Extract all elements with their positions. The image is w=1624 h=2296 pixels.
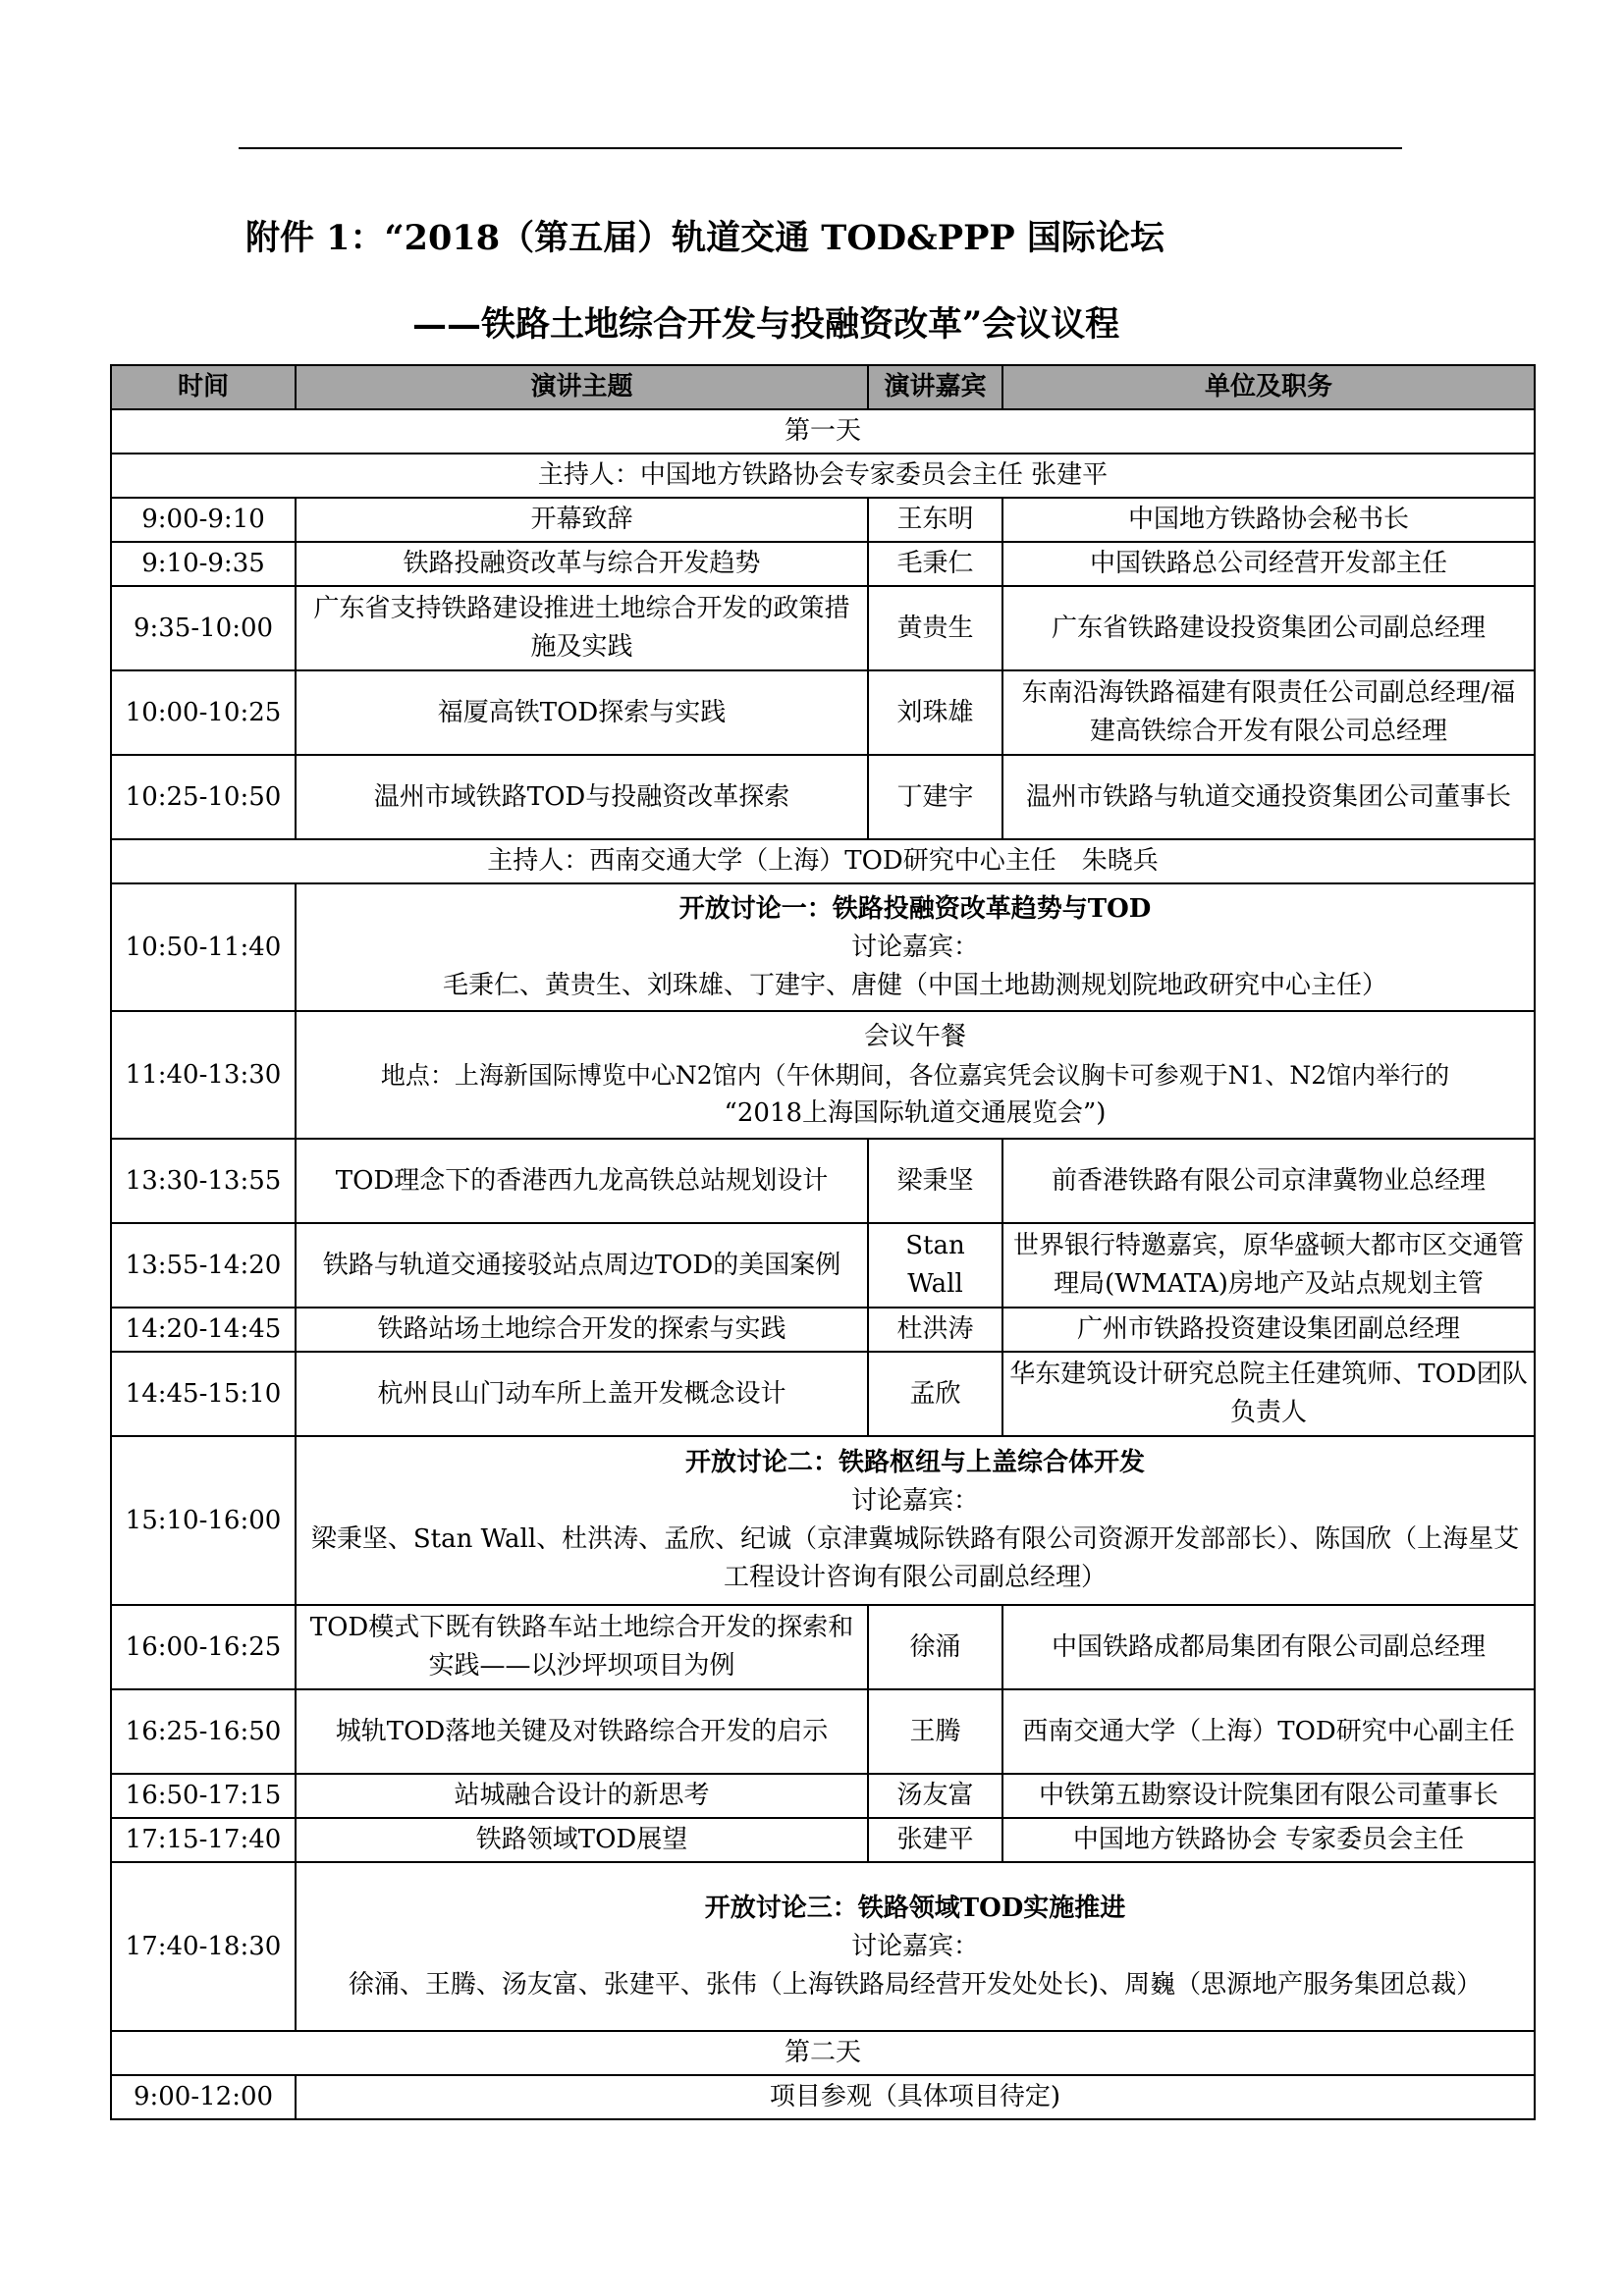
lunch-expo: “2018上海国际轨道交通展览会”) [724, 1097, 1107, 1128]
session-topic: 城轨TOD落地关键及对铁路综合开发的启示 [296, 1689, 868, 1774]
session-organization: 华东建筑设计研究总院主任建筑师、TOD团队负责人 [1002, 1352, 1535, 1436]
session-topic: 开幕致辞 [296, 498, 868, 542]
session-time: 9:00-9:10 [111, 498, 296, 542]
table-row [111, 498, 1535, 542]
session-topic: TOD理念下的香港西九龙高铁总站规划设计 [296, 1139, 868, 1223]
discussion-title: 开放讨论一：铁路投融资改革趋势与TOD [678, 893, 1152, 924]
header-time: 时间 [111, 365, 296, 409]
table-header-row [111, 365, 1535, 409]
discussion-block [296, 1436, 1535, 1605]
session-organization: 中铁第五勘察设计院集团有限公司董事长 [1002, 1774, 1535, 1818]
session-speaker: 丁建宇 [868, 755, 1002, 839]
session-topic: 铁路站场土地综合开发的探索与实践 [296, 1308, 868, 1352]
session-organization: 西南交通大学（上海）TOD研究中心副主任 [1002, 1689, 1535, 1774]
session-speaker: 杜洪涛 [868, 1308, 1002, 1352]
lunch-block [296, 1011, 1535, 1139]
session-organization: 中国铁路成都局集团有限公司副总经理 [1002, 1605, 1535, 1689]
session-speaker: 徐涌 [868, 1605, 1002, 1689]
table-row [111, 755, 1535, 839]
discussion-time: 15:10-16:00 [111, 1436, 296, 1605]
discussion-guests-label: 讨论嘉宾： [850, 1931, 979, 1961]
table-row [111, 1774, 1535, 1818]
session-speaker: 汤友富 [868, 1774, 1002, 1818]
session-topic: 福厦高铁TOD探索与实践 [296, 670, 868, 755]
day-one-label: 第一天 [111, 409, 1535, 454]
session-organization: 温州市铁路与轨道交通投资集团公司董事长 [1002, 755, 1535, 839]
agenda-table [110, 364, 1536, 2120]
table-row [111, 670, 1535, 755]
table-row [111, 1352, 1535, 1436]
day-two-label: 第二天 [111, 2031, 1535, 2075]
session-topic: 铁路与轨道交通接驳站点周边TOD的美国案例 [296, 1223, 868, 1308]
session-time: 13:55-14:20 [111, 1223, 296, 1308]
session-topic: 铁路领域TOD展望 [296, 1818, 868, 1862]
header-organization: 单位及职务 [1002, 365, 1535, 409]
discussion-guests: 徐涌、王腾、汤友富、张建平、张伟（上海铁路局经营开发处处长)、周巍（思源地产服务集团总裁） [348, 1969, 1483, 2000]
session-organization: 广东省铁路建设投资集团公司副总经理 [1002, 586, 1535, 670]
host-two: 主持人：西南交通大学（上海）TOD研究中心主任 朱晓兵 [111, 839, 1535, 883]
discussion-guests-label: 讨论嘉宾： [850, 1486, 979, 1516]
table-row [111, 1605, 1535, 1689]
session-time: 16:50-17:15 [111, 1774, 296, 1818]
lunch-title: 会议午餐 [863, 1021, 966, 1051]
discussion-row [111, 1436, 1535, 1605]
session-topic: 站城融合设计的新思考 [296, 1774, 868, 1818]
table-row [111, 1308, 1535, 1352]
session-organization: 东南沿海铁路福建有限责任公司副总经理/福建高铁综合开发有限公司总经理 [1002, 670, 1535, 755]
session-time: 9:35-10:00 [111, 586, 296, 670]
day-row [111, 409, 1535, 454]
session-organization: 中国地方铁路协会秘书长 [1002, 498, 1535, 542]
host-row [111, 839, 1535, 883]
host-one: 主持人：中国地方铁路协会专家委员会主任 张建平 [111, 454, 1535, 498]
session-time: 16:00-16:25 [111, 1605, 296, 1689]
session-time: 17:15-17:40 [111, 1818, 296, 1862]
session-speaker: 毛秉仁 [868, 542, 1002, 586]
session-time: 14:45-15:10 [111, 1352, 296, 1436]
session-speaker: Stan Wall [868, 1223, 1002, 1308]
discussion-row [111, 1862, 1535, 2031]
session-time: 10:00-10:25 [111, 670, 296, 755]
header-topic: 演讲主题 [296, 365, 868, 409]
session-time: 10:25-10:50 [111, 755, 296, 839]
session-time: 13:30-13:55 [111, 1139, 296, 1223]
header-rule [239, 147, 1402, 149]
host-row [111, 454, 1535, 498]
discussion-title: 开放讨论二：铁路枢纽与上盖综合体开发 [684, 1448, 1145, 1477]
session-topic: 杭州艮山门动车所上盖开发概念设计 [296, 1352, 868, 1436]
discussion-guests: 毛秉仁、黄贵生、刘珠雄、丁建宇、唐健（中国土地勘测规划院地政研究中心主任） [442, 970, 1387, 1000]
session-time: 9:10-9:35 [111, 542, 296, 586]
session-organization: 中国铁路总公司经营开发部主任 [1002, 542, 1535, 586]
session-speaker: 王腾 [868, 1689, 1002, 1774]
discussion-guests: 梁秉坚、Stan Wall、杜洪涛、孟欣、纪诚（京津冀城际铁路有限公司资源开发部部长）、陈国欣（上海星艾工程设计咨询有限公司副总经理） [310, 1524, 1520, 1592]
session-time: 16:25-16:50 [111, 1689, 296, 1774]
session-time: 14:20-14:45 [111, 1308, 296, 1352]
table-row [111, 1223, 1535, 1308]
discussion-guests-label: 讨论嘉宾： [850, 932, 979, 962]
table-row [111, 586, 1535, 670]
session-speaker: 王东明 [868, 498, 1002, 542]
session-speaker: 孟欣 [868, 1352, 1002, 1436]
document-subtitle: ——铁路土地综合开发与投融资改革”会议议程 [412, 304, 1120, 345]
discussion-title: 开放讨论三：铁路领域TOD实施推进 [704, 1893, 1126, 1923]
table-row [111, 1689, 1535, 1774]
session-organization: 广州市铁路投资建设集团副总经理 [1002, 1308, 1535, 1352]
table-row [111, 542, 1535, 586]
table-row [111, 1818, 1535, 1862]
session-speaker: 黄贵生 [868, 586, 1002, 670]
table-row [111, 2075, 1535, 2119]
lunch-time: 11:40-13:30 [111, 1011, 296, 1139]
document-title: 附件 1：“2018（第五届）轨道交通 TOD&PPP 国际论坛 [245, 218, 1164, 258]
session-speaker: 梁秉坚 [868, 1139, 1002, 1223]
discussion-row [111, 883, 1535, 1011]
session-speaker: 刘珠雄 [868, 670, 1002, 755]
session-organization: 世界银行特邀嘉宾，原华盛顿大都市区交通管理局(WMATA)房地产及站点规划主管 [1002, 1223, 1535, 1308]
lunch-row [111, 1011, 1535, 1139]
discussion-time: 10:50-11:40 [111, 883, 296, 1011]
session-organization: 中国地方铁路协会 专家委员会主任 [1002, 1818, 1535, 1862]
session-topic: TOD模式下既有铁路车站土地综合开发的探索和实践——以沙坪坝项目为例 [296, 1605, 868, 1689]
lunch-location: 地点：上海新国际博览中心N2馆内（午休期间，各位嘉宾凭会议胸卡可参观于N1、N2馆内举行的 [380, 1060, 1450, 1090]
session-organization: 前香港铁路有限公司京津冀物业总经理 [1002, 1139, 1535, 1223]
session-topic: 项目参观（具体项目待定) [296, 2075, 1535, 2119]
header-speaker: 演讲嘉宾 [868, 365, 1002, 409]
session-time: 9:00-12:00 [111, 2075, 296, 2119]
session-topic: 铁路投融资改革与综合开发趋势 [296, 542, 868, 586]
session-topic: 广东省支持铁路建设推进土地综合开发的政策措施及实践 [296, 586, 868, 670]
discussion-time: 17:40-18:30 [111, 1862, 296, 2031]
day-row [111, 2031, 1535, 2075]
session-topic: 温州市域铁路TOD与投融资改革探索 [296, 755, 868, 839]
session-speaker: 张建平 [868, 1818, 1002, 1862]
table-row [111, 1139, 1535, 1223]
discussion-block [296, 883, 1535, 1011]
discussion-block [296, 1862, 1535, 2031]
